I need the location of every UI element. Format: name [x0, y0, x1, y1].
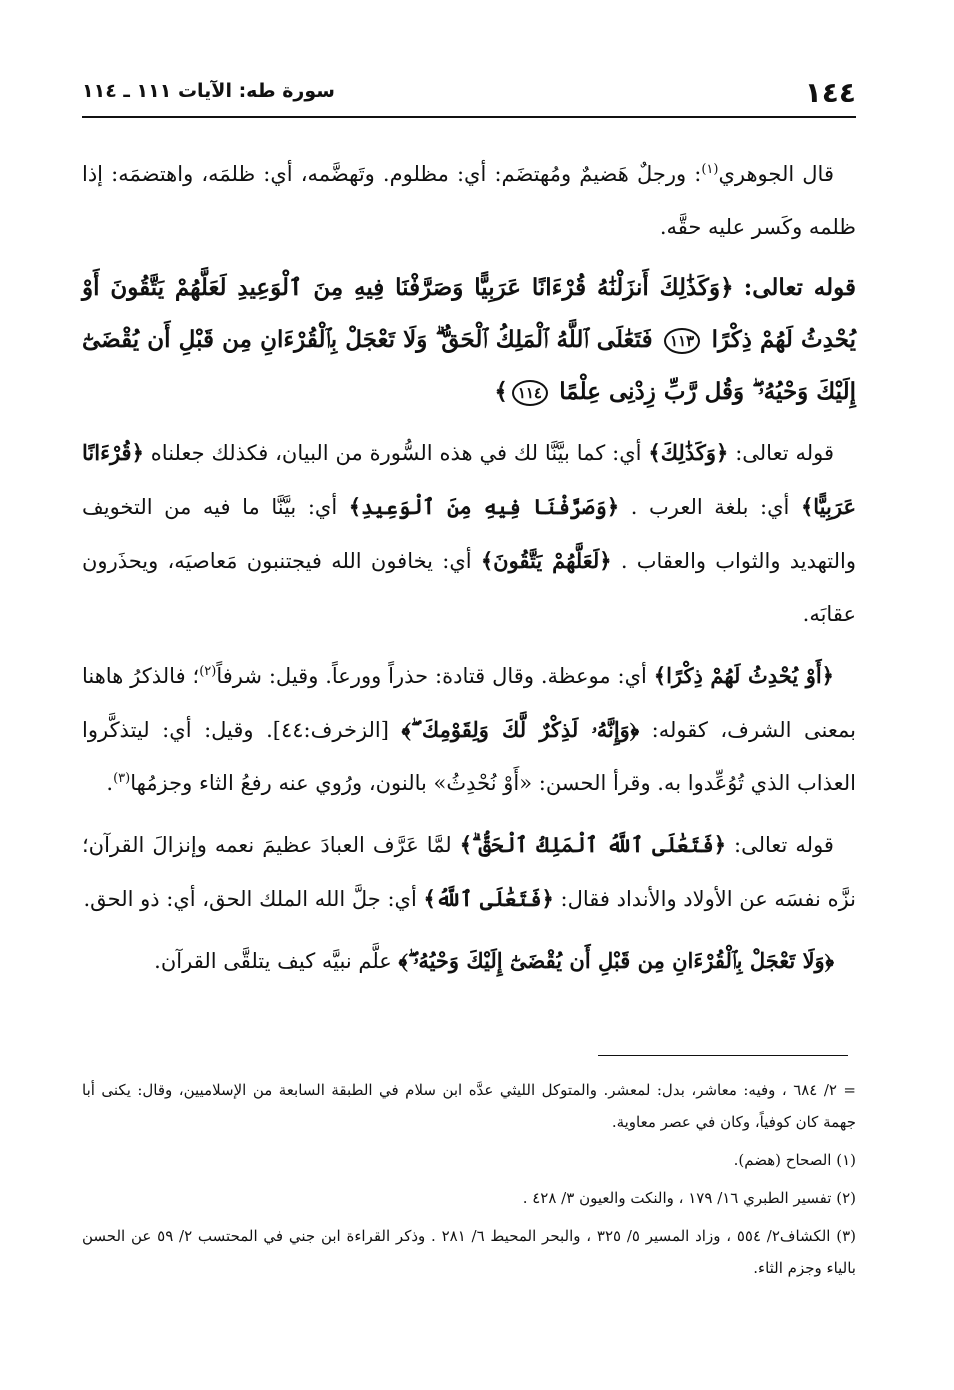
p4-quote-2: ﴿فَتَعَٰلَى ٱللَّهُ﴾	[423, 886, 554, 911]
main-text	[82, 148, 856, 988]
page-number: ١٤٤	[804, 76, 856, 109]
p2-quote-2: ﴿قُرْءَانًا عَرَبِيًّا﴾	[82, 440, 856, 519]
p4-text-2: لمَّا عَرَّف العبادَ عظيمَ نعمه وإنزالَ القرآن؛ نزَّه نفسَه عن الأولاد والأنداد فقال:	[82, 833, 856, 911]
p2-text-2: أي: كما بيَّنَّا لك في هذه السُّورة من البيان، فكذلك جعلناه	[150, 441, 642, 465]
p1-text-a: قال الجوهري	[718, 162, 834, 186]
p2-text-4: أي: بيَّنَّا ما فيه من التخويف والتهديد والثواب والعقاب .	[82, 495, 856, 573]
footnote-ref-3: (٣)	[113, 771, 131, 786]
verse-113: ﴿وَكَذَٰلِكَ أَنزَلْنَٰهُ قُرْءَانًا عَرَبِيًّا وَصَرَّفْنَا فِيهِ مِنَ ٱلْوَعِيدِ لَعَلَّهُمْ يَتَّقُونَ أَوْ يُحْدِثُ لَهُمْ ذِكْرًا	[82, 274, 856, 353]
p4-quote-1: ﴿فَتَعَٰلَى ٱللَّهُ ٱلْمَلِكُ ٱلْحَقُّ ۗ﴾	[459, 832, 727, 857]
p3-quote-2: ﴿وَإِنَّهُۥ لَذِكْرٌ لَّكَ وَلِقَوْمِكَ ۖ﴾	[401, 717, 640, 742]
paragraph-4	[82, 818, 856, 926]
footnote-divider	[598, 1055, 848, 1056]
paragraph-1	[82, 148, 856, 254]
p3-text-1: أي: موعظة. وقال قتادة: حذراً وورعاً. وقيل: شرفاً	[216, 664, 647, 688]
footnote-ref-1: (١)	[701, 162, 719, 177]
paragraph-2	[82, 426, 856, 641]
p4-text-1: قوله تعالى:	[734, 833, 834, 857]
paragraph-3	[82, 649, 856, 810]
p2-quote-4: ﴿لَعَلَّهُمْ يَتَّقُونَ﴾	[480, 548, 612, 573]
ayah-number-113: ١١٣	[664, 328, 700, 354]
verse-close-bracket: ﴾	[494, 378, 508, 405]
p3-quote-1: ﴿أَوْ يُحْدِثُ لَهُمْ ذِكْرًا﴾	[653, 663, 834, 688]
p4-text-3: أي: جلَّ الله الملك الحق، أي: ذو الحق.	[83, 887, 417, 911]
footnote-ref-2: (٢)	[199, 664, 217, 679]
verse-114: فَتَعَٰلَى ٱللَّهُ ٱلْمَلِكُ ٱلْحَقُّ ۗ وَلَا تَعْجَلْ بِٱلْقُرْءَانِ مِن قَبْلِ أَن يُقْضَىٰٓ إِلَيْكَ وَحْيُهُۥ ۖ وَقُل رَّبِّ زِدْنِى عِلْمًا	[82, 326, 856, 405]
p2-text-5: أي: يخافون الله فيجتنبون مَعاصيَه، ويحذَرون عقابَه.	[82, 549, 856, 626]
verse-lead: قوله تعالى:	[743, 274, 856, 301]
paragraph-5	[82, 934, 856, 988]
footnotes	[82, 1074, 856, 1284]
p2-quote-3: ﴿وَصَرَّفْنَا فِيهِ مِنَ ٱلْوَعِيدِ﴾	[348, 494, 620, 519]
p3-text-3: [الزخرف:٤٤]. وقيل: أي: ليتذكَّروا العذاب الذي تُوُعِّدوا به. وقرأ الحسن: «أَوْ نُحْدِثُ» بالنون، ورُوي عنه رفعُ الثاء وجزمُها	[82, 718, 856, 795]
p3-text-2: ؛ فالذكرُ هاهنا بمعنى الشرف، كقوله:	[82, 664, 856, 742]
footnote-1: (١) الصحاح (هضم).	[733, 1151, 856, 1169]
p2-text-3: أي: بلغة العرب .	[630, 495, 790, 519]
p5-quote-1: ﴿وَلَا تَعْجَلْ بِٱلْقُرْءَانِ مِن قَبْلِ أَن يُقْضَىٰٓ إِلَيْكَ وَحْيُهُۥ ۖ﴾	[398, 948, 834, 973]
verse-block	[82, 262, 856, 418]
footnote-2: (٢) تفسير الطبري ١٦/ ١٧٩ ، والنكت والعيون ٣/ ٤٢٨ .	[522, 1189, 856, 1207]
p2-text-1: قوله تعالى:	[735, 441, 834, 465]
footnote-continuation: = ٢/ ٦٨٤ ، وفيه: معاشر، بدل: لمعشر. والمتوكل الليثي عدَّه ابن سلام في الطبقة السابعة من الإسلاميين، وقال: يكنى أبا جهمة كان كوفياً، وكان في عصر معاوية.	[82, 1081, 856, 1131]
page-header	[82, 72, 856, 118]
ayah-number-114: ١١٤	[512, 380, 548, 406]
p5-text-1: علَّم نبيَّه كيف يتلقَّى القرآن.	[154, 949, 392, 973]
running-title: سورة طه: الآيات ١١١ ـ ١١٤	[82, 80, 335, 102]
p3-text-4: .	[106, 771, 114, 795]
p2-quote-1: ﴿وَكَذَٰلِكَ﴾	[648, 440, 729, 465]
p1-text-b: : ورجلٌ هَضيمٌ ومُهتضَم: أي: مظلوم. وتَهضَّمه، أي: ظلمَه، واهتضمَه: إذا ظلمه وكَسر عليه حقَّه.	[82, 162, 856, 239]
footnote-3: (٣) الكشاف٢/ ٥٥٤ ، وزاد المسير ٥/ ٣٢٥ ، والبحر المحيط ٦/ ٢٨١ . وذكر القراءة ابن جني في المحتسب ٢/ ٥٩ عن الحسن بالياء وجزم الثاء.	[82, 1227, 856, 1277]
